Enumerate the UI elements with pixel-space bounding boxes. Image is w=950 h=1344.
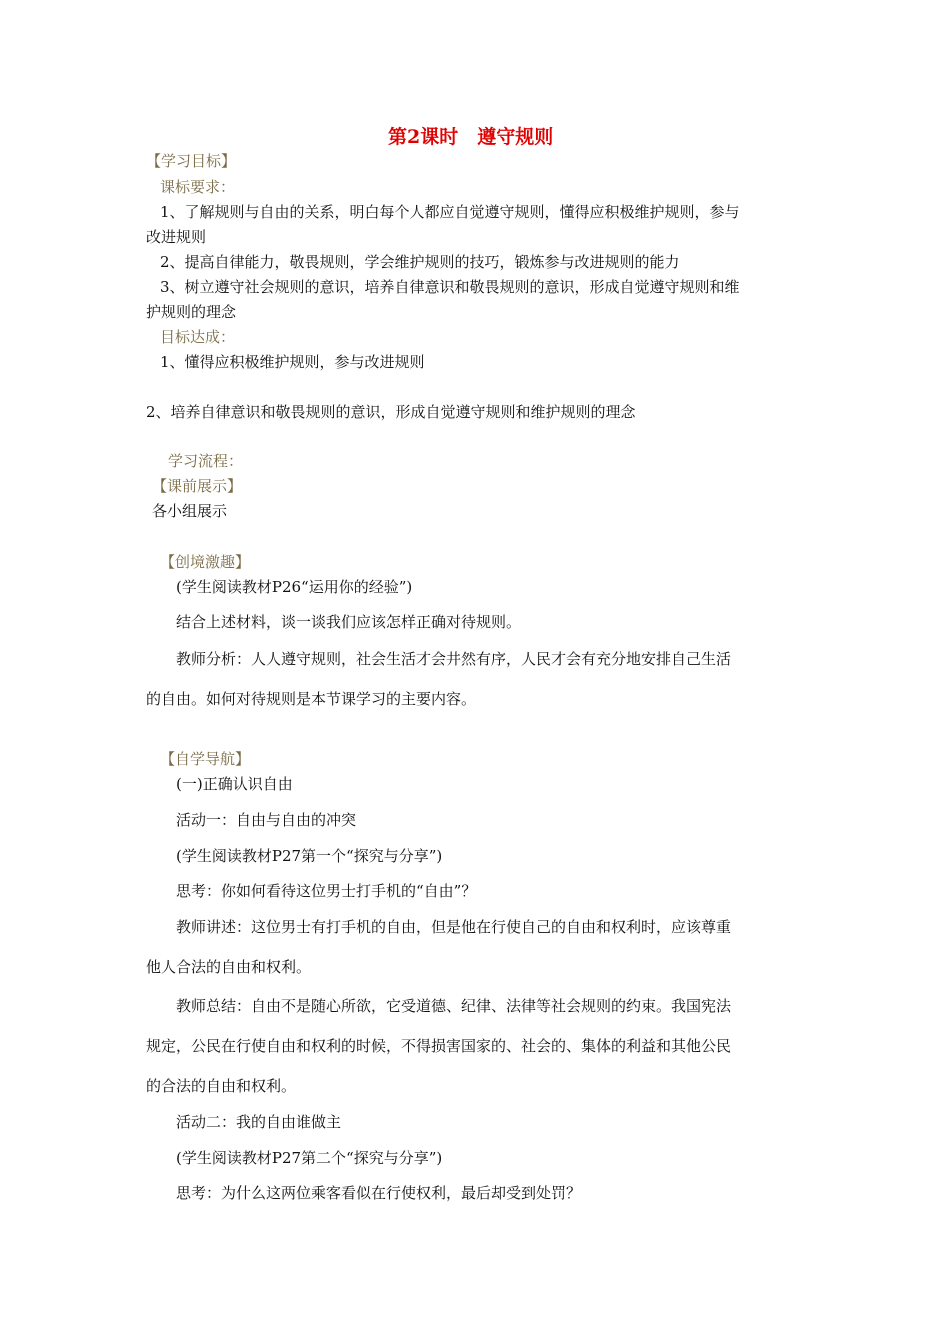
scenario-line: 的自由。如何对待规则是本节课学习的主要内容。 bbox=[146, 690, 477, 708]
activity-line: (学生阅读教材P27第二个“探究与分享”) bbox=[176, 1149, 443, 1167]
activity-title: 活动一：自由与自由的冲突 bbox=[176, 811, 357, 829]
preclass-body: 各小组展示 bbox=[152, 502, 228, 520]
scenario-line: (学生阅读教材P26“运用你的经验”) bbox=[176, 578, 413, 596]
flow-label: 学习流程： bbox=[168, 452, 244, 470]
activity-line: 规定，公民在行使自由和权利的时候，不得损害国家的、社会的、集体的利益和其他公民 bbox=[146, 1037, 732, 1055]
scenario-heading: 【创境激趣】 bbox=[160, 553, 251, 571]
activity-line: 教师总结：自由不是随心所欲，它受道德、纪律、法律等社会规则的约束。我国宪法 bbox=[176, 997, 732, 1015]
section-title: (一)正确认识自由 bbox=[176, 775, 293, 793]
page-title: 第2课时 遵守规则 bbox=[388, 126, 554, 148]
goals-heading: 【学习目标】 bbox=[146, 152, 237, 170]
activity-line: (学生阅读教材P27第一个“探究与分享”) bbox=[176, 847, 443, 865]
req-line: 2、提高自律能力，敬畏规则，学会维护规则的技巧，锻炼参与改进规则的能力 bbox=[160, 253, 680, 271]
activity-line: 他人合法的自由和权利。 bbox=[146, 958, 312, 976]
scenario-line: 结合上述材料，谈一谈我们应该怎样正确对待规则。 bbox=[176, 613, 522, 631]
activity-line: 思考：为什么这两位乘客看似在行使权利，最后却受到处罚？ bbox=[176, 1184, 582, 1202]
activity-title: 活动二：我的自由谁做主 bbox=[176, 1113, 342, 1131]
activity-line: 的合法的自由和权利。 bbox=[146, 1077, 297, 1095]
target-label: 目标达成： bbox=[160, 328, 236, 346]
req-line: 1、了解规则与自由的关系，明白每个人都应自觉遵守规则，懂得应积极维护规则，参与 bbox=[160, 203, 740, 221]
req-line: 护规则的理念 bbox=[146, 303, 237, 321]
preclass-heading: 【课前展示】 bbox=[152, 477, 243, 495]
req-line: 3、树立遵守社会规则的意识，培养自律意识和敬畏规则的意识，形成自觉遵守规则和维 bbox=[160, 278, 740, 296]
activity-line: 教师讲述：这位男士有打手机的自由，但是他在行使自己的自由和权利时，应该尊重 bbox=[176, 918, 732, 936]
selfstudy-heading: 【自学导航】 bbox=[160, 750, 251, 768]
req-line: 改进规则 bbox=[146, 228, 207, 246]
req-label: 课标要求： bbox=[160, 178, 236, 196]
target-line: 1、懂得应积极维护规则，参与改进规则 bbox=[160, 353, 425, 371]
activity-line: 思考：你如何看待这位男士打手机的“自由”？ bbox=[176, 882, 477, 900]
target-line: 2、培养自律意识和敬畏规则的意识，形成自觉遵守规则和维护规则的理念 bbox=[146, 403, 636, 421]
scenario-line: 教师分析：人人遵守规则，社会生活才会井然有序，人民才会有充分地安排自己生活 bbox=[176, 650, 732, 668]
